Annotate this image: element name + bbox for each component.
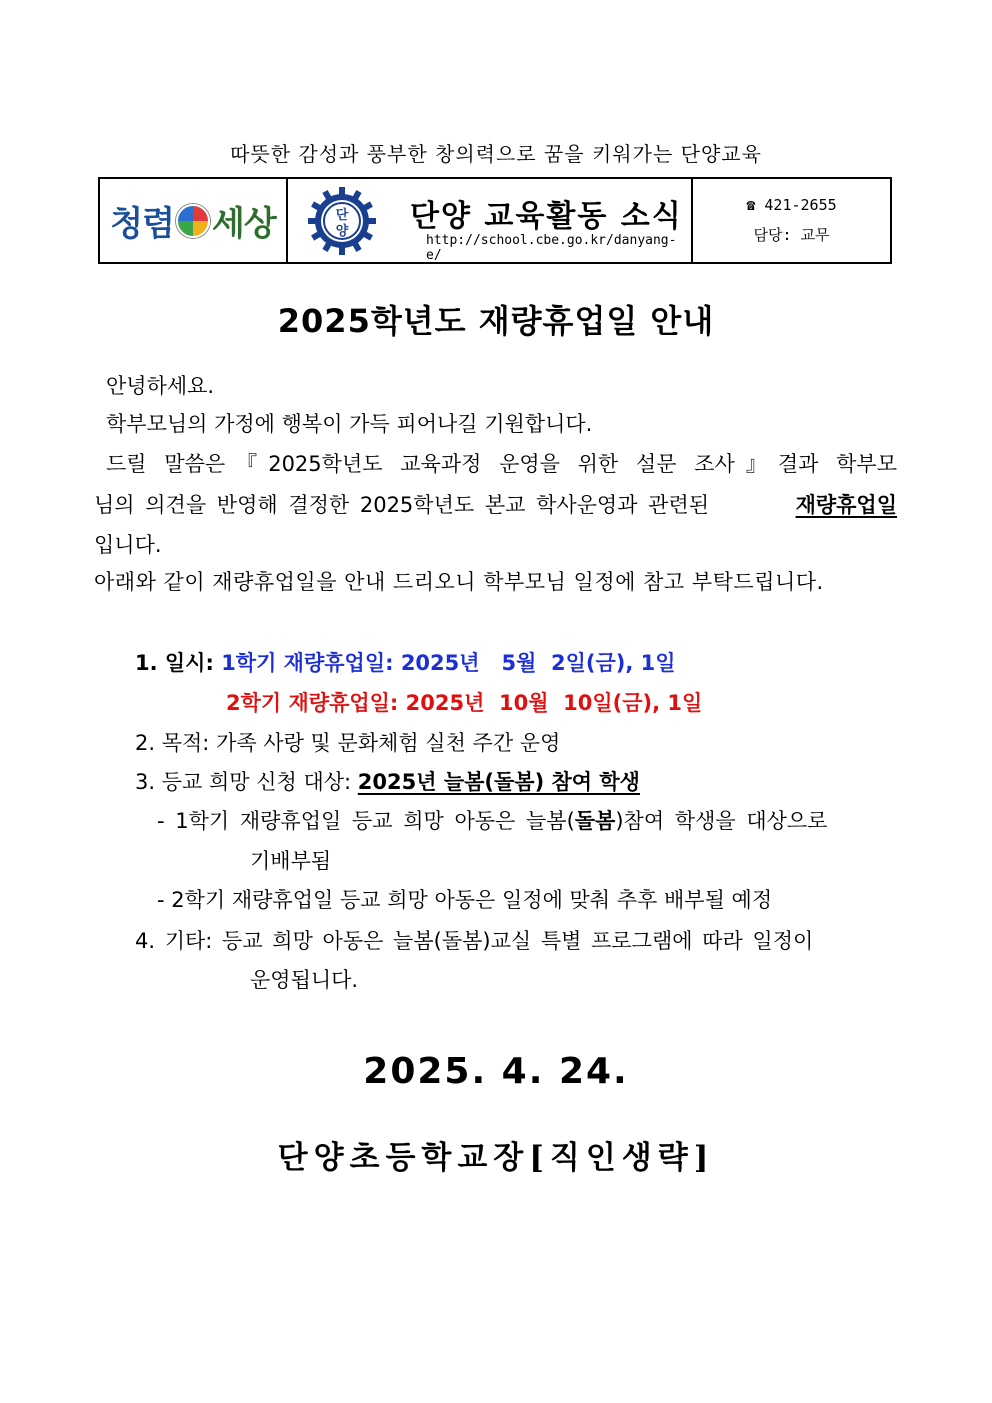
header-table xyxy=(98,177,892,264)
logo-part2: 세상 xyxy=(212,204,276,244)
emblem-char-top: 단 xyxy=(335,208,349,223)
body-line-5: 입니다. xyxy=(94,533,162,557)
title-cell xyxy=(288,179,693,262)
school-emblem-icon xyxy=(306,185,378,257)
school-url: http://school.cbe.go.kr/danyang-e/ xyxy=(426,233,677,263)
body-line-4-text: 님의 의견을 반영해 결정한 2025학년도 본교 학사운영과 관련된 xyxy=(94,493,710,517)
contact-cell xyxy=(693,179,890,262)
integrity-logo xyxy=(110,196,275,245)
item-1-semester-1: 1학기 재량휴업일: 2025년 5월 2일(금), 1일 xyxy=(221,651,676,675)
document-date: 2025. 4. 24. xyxy=(363,1051,629,1092)
signer: 단양초등학교장[직인생략] xyxy=(277,1140,715,1176)
logo-emblem-icon xyxy=(176,204,210,238)
manager: 담당: 교무 xyxy=(753,226,830,244)
motto: 따뜻한 감성과 풍부한 창의력으로 꿈을 키워가는 단양교육 xyxy=(230,142,762,166)
item-3-sub-1-b: 돌봄 xyxy=(574,809,616,833)
item-3-sub-1 xyxy=(157,805,882,835)
item-3-sub-2: - 2학기 재량휴업일 등교 희망 아동은 일정에 맞춰 추후 배부될 예정 xyxy=(157,888,773,912)
body-line-4-emphasis: 재량휴업일 xyxy=(795,493,897,517)
item-4: 4. 기타: 등교 희망 아동은 늘봄(돌봄)교실 특별 프로그램에 따라 일정이 xyxy=(135,929,814,953)
body-line-4 xyxy=(94,489,897,519)
body-line-6: 아래와 같이 재량휴업일을 안내 드리오니 학부모님 일정에 참고 부탁드립니다. xyxy=(94,570,824,594)
item-4-cont: 운영됩니다. xyxy=(250,968,359,992)
item-1-semester-2: 2학기 재량휴업일: 2025년 10월 10일(금), 1일 xyxy=(226,691,703,715)
newsletter-title: 단양 교육활동 소식 xyxy=(410,199,683,234)
body-line-3: 드릴 말씀은『2025학년도 교육과정 운영을 위한 설문 조사』결과 학부모 xyxy=(106,452,897,476)
item-1-label: 1. 일시: xyxy=(135,651,214,675)
emblem-char-bottom: 양 xyxy=(335,224,349,239)
item-2: 2. 목적: 가족 사랑 및 문화체험 실천 주간 운영 xyxy=(135,731,561,755)
logo-cell xyxy=(100,179,288,262)
document-title: 2025학년도 재량휴업일 안내 xyxy=(277,302,715,340)
item-3-target: 2025년 늘봄(돌봄) 참여 학생 xyxy=(357,770,640,794)
item-1 xyxy=(135,647,676,677)
logo-part1: 청렴 xyxy=(110,204,174,244)
phone-number: ☎ 421-2655 xyxy=(746,196,837,214)
item-3-label: 3. 등교 희망 신청 대상: xyxy=(135,770,352,794)
item-3-sub-1-a: - 1학기 재량휴업일 등교 희망 아동은 늘봄( xyxy=(157,809,575,833)
item-3-sub-1-cont: 기배부됨 xyxy=(250,849,332,873)
item-3-sub-1-c: )참여 학생을 대상으로 xyxy=(615,809,828,833)
wish-line: 학부모님의 가정에 행복이 가득 피어나길 기원합니다. xyxy=(106,412,593,436)
greeting: 안녕하세요. xyxy=(106,374,215,398)
item-3 xyxy=(135,766,640,796)
